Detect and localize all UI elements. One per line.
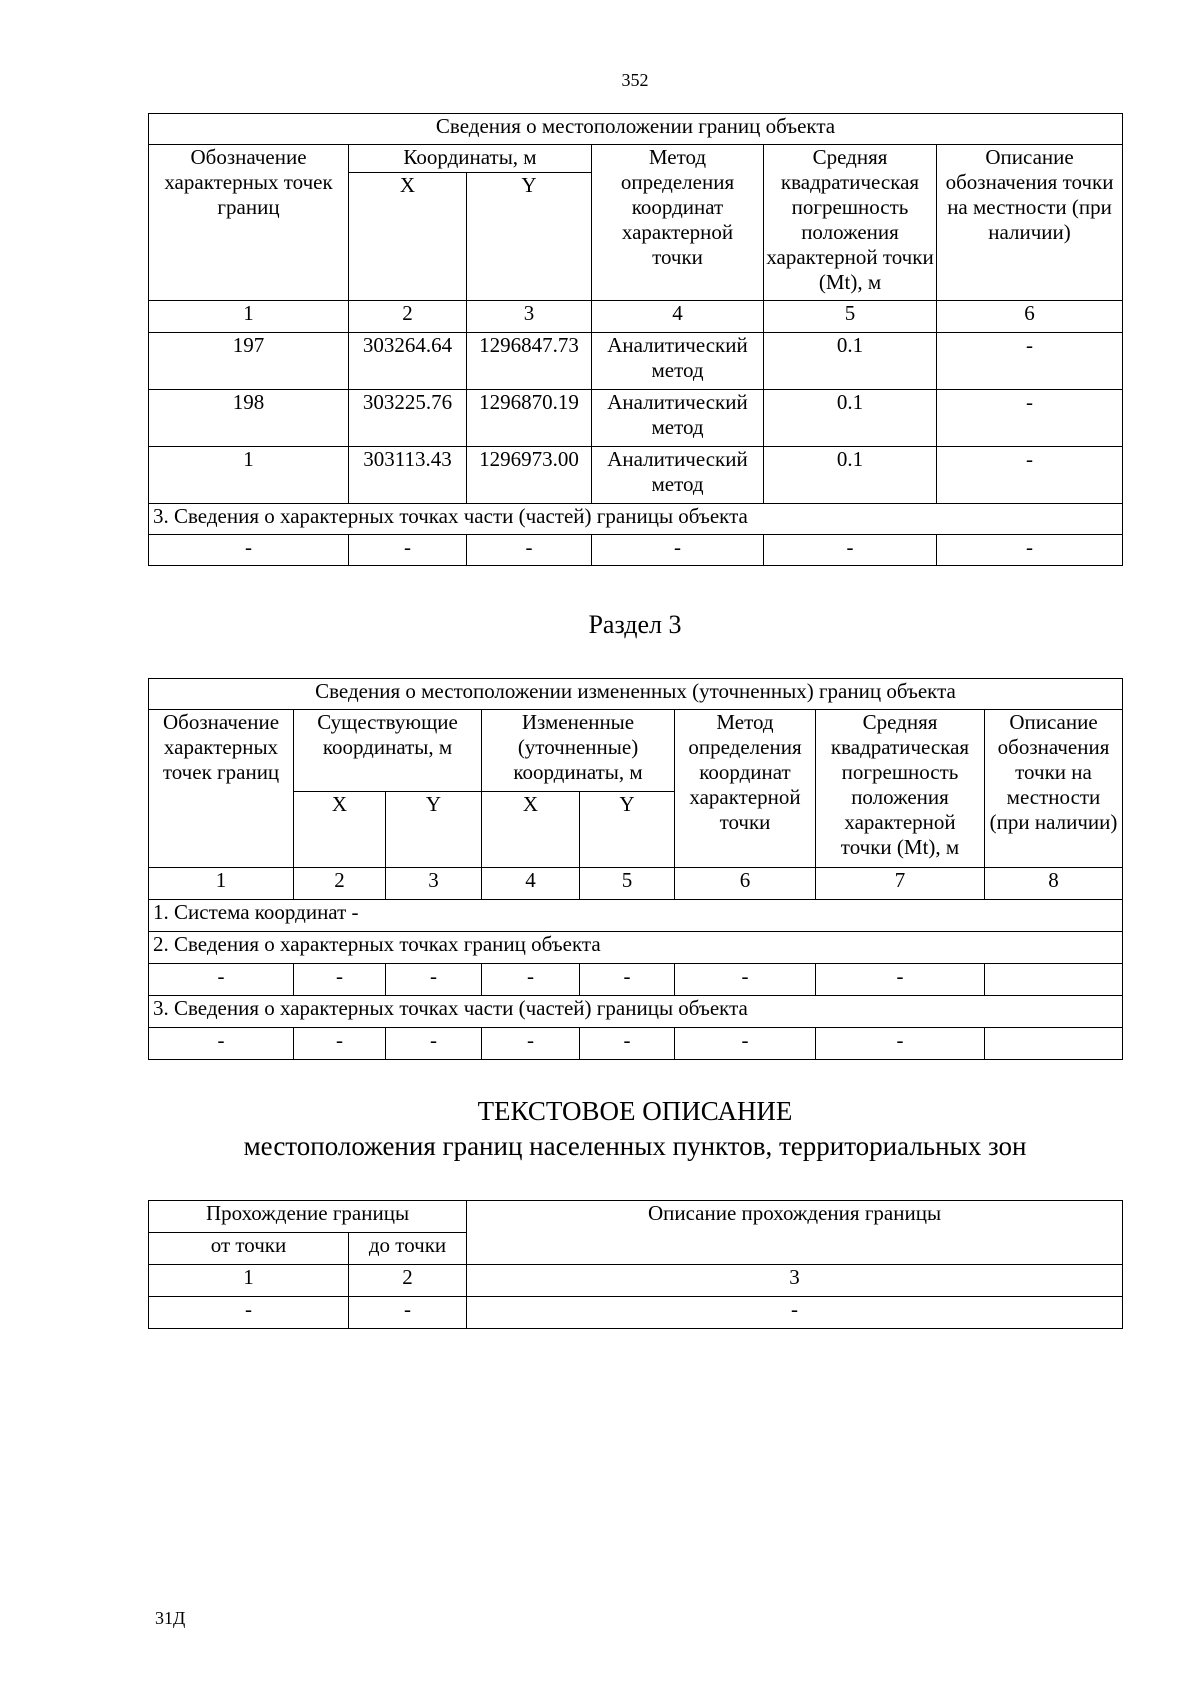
header-x: X — [294, 792, 386, 868]
text-description-subtitle: местоположения границ населенных пунктов, территориальных зон — [243, 1131, 1027, 1161]
table-row — [149, 964, 1123, 996]
col-number: 3 — [467, 1265, 1123, 1297]
cell: 303264.64 — [349, 333, 467, 390]
section-title: Раздел 3 — [588, 610, 682, 639]
section-label: 3. Сведения о характерных точках части (частей) границы объекта — [149, 504, 1123, 535]
cell: - — [294, 964, 386, 996]
cell: - — [482, 964, 580, 996]
boundary-passage-table — [148, 1200, 1123, 1329]
table-row — [149, 333, 1123, 390]
cell: 1296847.73 — [467, 333, 592, 390]
page-number: 352 — [621, 70, 649, 90]
cell: 303113.43 — [349, 447, 467, 504]
header-method: Метод определения координат характерной точки — [675, 710, 816, 868]
col-number: 2 — [349, 1265, 467, 1297]
cell: 303225.76 — [349, 390, 467, 447]
col-number: 5 — [764, 301, 937, 333]
cell: - — [349, 535, 467, 566]
col-number: 2 — [349, 301, 467, 333]
cell: - — [149, 1028, 294, 1060]
header-y: Y — [467, 173, 592, 301]
col-number: 4 — [482, 868, 580, 900]
cell: 197 — [149, 333, 349, 390]
header-to-point: до точки — [349, 1233, 467, 1265]
col-number: 6 — [675, 868, 816, 900]
cell: - — [149, 964, 294, 996]
cell: Аналитический метод — [592, 390, 764, 447]
header-y: Y — [386, 792, 482, 868]
cell: - — [816, 964, 985, 996]
cell: Аналитический метод — [592, 447, 764, 504]
cell: 1296870.19 — [467, 390, 592, 447]
header-point: Обозначение характерных точек границ — [149, 145, 349, 301]
header-method: Метод определения координат характерной точки — [592, 145, 764, 301]
changed-boundaries-table — [148, 678, 1123, 1060]
header-x: X — [349, 173, 467, 301]
cell: 0.1 — [764, 333, 937, 390]
header-error: Средняя квадратическая погрешность положения характерной точки (Mt), м — [764, 145, 937, 301]
cell — [985, 1028, 1123, 1060]
header-error: Средняя квадратическая погрешность положения характерной точки (Mt), м — [816, 710, 985, 868]
col-number: 1 — [149, 301, 349, 333]
cell: - — [149, 535, 349, 566]
cell: - — [349, 1297, 467, 1329]
table-title: Сведения о местоположении измененных (уточненных) границ объекта — [149, 679, 1123, 710]
col-number: 1 — [149, 1265, 349, 1297]
cell: Аналитический метод — [592, 333, 764, 390]
header-y: Y — [580, 792, 675, 868]
header-coords: Координаты, м — [349, 145, 592, 173]
cell: 1 — [149, 447, 349, 504]
header-x: X — [482, 792, 580, 868]
cell: - — [482, 1028, 580, 1060]
section-label: 1. Система координат - — [149, 900, 1123, 932]
text-description-title: ТЕКСТОВОЕ ОПИСАНИЕ — [477, 1096, 793, 1126]
table-row — [149, 1297, 1123, 1329]
cell: - — [675, 964, 816, 996]
cell: - — [675, 1028, 816, 1060]
header-passage: Прохождение границы — [149, 1201, 467, 1233]
header-from-point: от точки — [149, 1233, 349, 1265]
col-number: 1 — [149, 868, 294, 900]
table-row — [149, 535, 1123, 566]
footer-code: 31Д — [155, 1608, 186, 1628]
cell: - — [467, 1297, 1123, 1329]
col-number: 8 — [985, 868, 1123, 900]
boundary-coordinates-table — [148, 113, 1123, 566]
header-passage-description: Описание прохождения границы — [467, 1201, 1123, 1265]
cell: - — [386, 964, 482, 996]
section-label: 2. Сведения о характерных точках границ объекта — [149, 932, 1123, 964]
cell: - — [149, 1297, 349, 1329]
header-existing-coords: Существующие координаты, м — [294, 710, 482, 792]
section-label: 3. Сведения о характерных точках части (частей) границы объекта — [149, 996, 1123, 1028]
header-point: Обозначение характерных точек границ — [149, 710, 294, 868]
cell: - — [580, 1028, 675, 1060]
col-number: 2 — [294, 868, 386, 900]
cell: - — [592, 535, 764, 566]
table-row — [149, 1028, 1123, 1060]
col-number: 4 — [592, 301, 764, 333]
cell: - — [386, 1028, 482, 1060]
header-changed-coords: Измененные (уточненные) координаты, м — [482, 710, 675, 792]
col-number: 3 — [467, 301, 592, 333]
table-row — [149, 390, 1123, 447]
cell: - — [816, 1028, 985, 1060]
cell: 198 — [149, 390, 349, 447]
header-description: Описание обозначения точки на местности (при наличии) — [937, 145, 1123, 301]
cell: - — [937, 390, 1123, 447]
cell: 0.1 — [764, 447, 937, 504]
cell: - — [467, 535, 592, 566]
header-description: Описание обозначения точки на местности (при наличии) — [985, 710, 1123, 868]
col-number: 6 — [937, 301, 1123, 333]
cell — [985, 964, 1123, 996]
cell: - — [294, 1028, 386, 1060]
col-number: 3 — [386, 868, 482, 900]
table-row — [149, 447, 1123, 504]
cell: - — [580, 964, 675, 996]
col-number: 5 — [580, 868, 675, 900]
cell: 0.1 — [764, 390, 937, 447]
cell: - — [937, 535, 1123, 566]
cell: - — [937, 333, 1123, 390]
cell: 1296973.00 — [467, 447, 592, 504]
table-title: Сведения о местоположении границ объекта — [149, 114, 1123, 145]
col-number: 7 — [816, 868, 985, 900]
cell: - — [937, 447, 1123, 504]
cell: - — [764, 535, 937, 566]
